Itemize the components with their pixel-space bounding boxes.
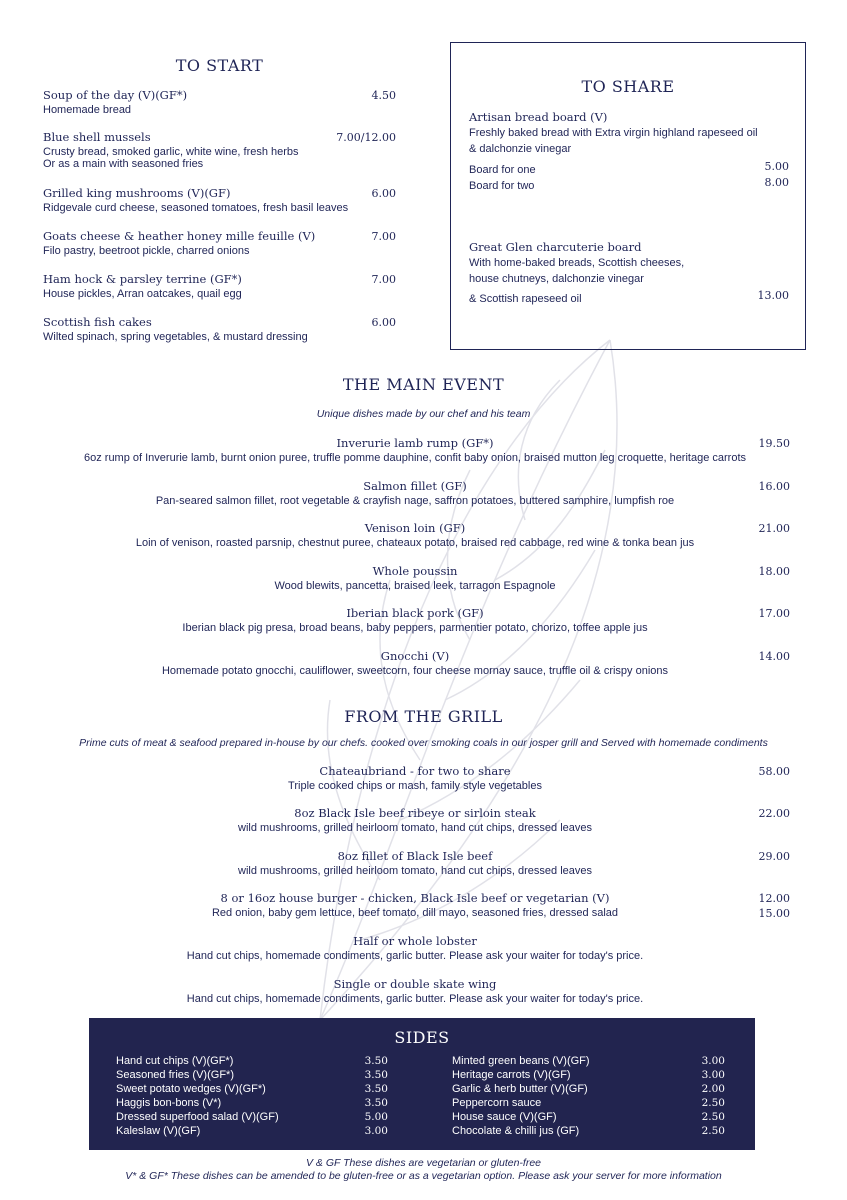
- dish-price: 6.00: [371, 187, 396, 200]
- option-price: 8.00: [764, 176, 789, 189]
- main-item: [40, 479, 790, 509]
- option-price: 5.00: [764, 160, 789, 173]
- dish-description: Hand cut chips, homemade condiments, garlic butter. Please ask your waiter for today's price.: [186, 950, 644, 962]
- dish-description: Wilted spinach, spring vegetables, & mustard dressing: [43, 331, 308, 343]
- side-price: 3.50: [364, 1069, 388, 1081]
- side-price: 3.50: [364, 1083, 388, 1095]
- dish-description: 6oz rump of Inverurie lamb, burnt onion puree, truffle pomme dauphine, confit baby onion, braised mutton leg croquette, heritage carrots: [83, 452, 746, 464]
- dish-name: 8oz fillet of Black Isle beef: [337, 849, 493, 863]
- dish-description: Triple cooked chips or mash, family style vegetables: [288, 780, 542, 792]
- dish-name: Goats cheese & heather honey mille feuille (V): [43, 229, 316, 243]
- dish-description: wild mushrooms, grilled heirloom tomato, hand cut chips, dressed leaves: [238, 865, 592, 877]
- side-price: 3.50: [364, 1097, 388, 1109]
- dish-description: Filo pastry, beetroot pickle, charred onions: [43, 245, 250, 257]
- dish-description: Freshly baked bread with Extra virgin highland rapeseed oil: [469, 127, 758, 139]
- starter-item: [43, 88, 396, 116]
- dish-name: Single or double skate wing: [333, 977, 497, 991]
- side-item: [116, 1069, 388, 1083]
- side-price: 3.50: [364, 1055, 388, 1067]
- dish-description: Homemade potato gnocchi, cauliflower, sweetcorn, four cheese mornay sauce, truffle oil & crispy onions: [161, 665, 669, 677]
- starter-item: [43, 186, 396, 214]
- side-price: 3.00: [364, 1125, 388, 1137]
- side-item: [452, 1069, 725, 1083]
- dish-price: 12.00: [758, 892, 790, 905]
- starter-item: [43, 229, 396, 257]
- side-item: [452, 1111, 725, 1125]
- main-event-heading: THE MAIN EVENT: [342, 375, 505, 394]
- side-name: Haggis bon-bons (V*): [116, 1097, 222, 1109]
- dish-price: 14.00: [758, 650, 790, 663]
- grill-item: [40, 764, 790, 794]
- side-item: [116, 1097, 388, 1111]
- side-item: [452, 1055, 725, 1069]
- grill-item: [40, 977, 790, 1007]
- side-name: Minted green beans (V)(GF): [452, 1055, 590, 1067]
- option-label: Board for two: [469, 180, 535, 192]
- dish-price: 4.50: [371, 89, 396, 102]
- dish-description: Hand cut chips, homemade condiments, garlic butter. Please ask your waiter for today's price.: [186, 993, 644, 1005]
- dish-description: Wood blewits, pancetta, braised leek, tarragon Espagnole: [274, 580, 556, 592]
- starter-item: [43, 272, 396, 300]
- dish-name: Salmon fillet (GF): [363, 479, 467, 493]
- dish-price: 7.00/12.00: [336, 131, 396, 144]
- dish-name: Gnocchi (V): [380, 649, 450, 663]
- dish-description: Pan-seared salmon fillet, root vegetable & crayfish nage, saffron potatoes, buttered samphire, lumpfish roe: [155, 495, 675, 507]
- dish-description: wild mushrooms, grilled heirloom tomato, hand cut chips, dressed leaves: [238, 822, 592, 834]
- to-start-heading: TO START: [175, 56, 264, 75]
- main-item: [40, 436, 790, 466]
- dish-name: Grilled king mushrooms (V)(GF): [43, 186, 231, 200]
- footer-note: V* & GF* These dishes can be amended to be gluten-free or as a vegetarian option. Please ask your server for more information: [125, 1170, 722, 1182]
- dish-price: 7.00: [371, 273, 396, 286]
- main-item: [40, 521, 790, 551]
- dish-price: 6.00: [371, 316, 396, 329]
- dish-price-large: 15.00: [758, 907, 790, 920]
- dish-description: Iberian black pig presa, broad beans, baby peppers, parmentier potato, chorizo, toffee apple jus: [182, 622, 648, 634]
- side-item: [116, 1125, 388, 1139]
- side-item: [452, 1097, 725, 1111]
- dish-name: Venison loin (GF): [364, 521, 466, 535]
- dish-name: Half or whole lobster: [353, 934, 477, 948]
- option-label: Board for one: [469, 164, 536, 176]
- leaf-watermark: [280, 320, 640, 1040]
- main-item: [40, 564, 790, 594]
- dish-description: & dalchonzie vinegar: [469, 143, 572, 155]
- grill-item: [40, 934, 790, 964]
- side-name: Peppercorn sauce: [452, 1097, 542, 1109]
- dish-price: 58.00: [758, 765, 790, 778]
- dish-description: Red onion, baby gem lettuce, beef tomato, dill mayo, seasoned fries, dressed salad: [211, 907, 618, 919]
- side-name: Garlic & herb butter (V)(GF): [452, 1083, 588, 1095]
- dish-price: 29.00: [758, 850, 790, 863]
- dish-description: Homemade bread: [43, 104, 132, 116]
- side-name: Chocolate & chilli jus (GF): [452, 1125, 580, 1137]
- side-name: House sauce (V)(GF): [452, 1111, 557, 1123]
- dish-name: Ham hock & parsley terrine (GF*): [43, 272, 242, 286]
- side-item: [452, 1125, 725, 1139]
- side-item: [452, 1083, 725, 1097]
- dish-name: 8 or 16oz house burger - chicken, Black Isle beef or vegetarian (V): [220, 891, 610, 905]
- side-name: Seasoned fries (V)(GF*): [116, 1069, 234, 1081]
- dish-description: Or as a main with seasoned fries: [43, 158, 204, 170]
- main-event-subtitle: Unique dishes made by our chef and his team: [316, 408, 531, 420]
- dish-description: & Scottish rapeseed oil: [469, 293, 582, 305]
- side-price: 2.50: [701, 1125, 725, 1137]
- dish-name: Scottish fish cakes: [43, 315, 152, 329]
- side-price: 5.00: [364, 1111, 388, 1123]
- main-item: [40, 649, 790, 679]
- side-price: 2.00: [701, 1083, 725, 1095]
- dish-price: 21.00: [758, 522, 790, 535]
- dish-price: 13.00: [757, 289, 789, 302]
- dish-name: Inverurie lamb rump (GF*): [336, 436, 494, 450]
- dish-description: House pickles, Arran oatcakes, quail egg: [43, 288, 242, 300]
- dish-name: Artisan bread board (V): [469, 110, 608, 124]
- side-price: 2.50: [701, 1097, 725, 1109]
- side-price: 2.50: [701, 1111, 725, 1123]
- dish-price: 16.00: [758, 480, 790, 493]
- grill-subtitle: Prime cuts of meat & seafood prepared in-house by our chefs. cooked over smoking coals in our josper grill and Served with homemade condiments: [79, 737, 768, 749]
- to-share-box: [450, 42, 806, 350]
- footer-note: V & GF These dishes are vegetarian or gluten-free: [305, 1157, 541, 1169]
- dish-name: Iberian black pork (GF): [346, 606, 484, 620]
- grill-item: [40, 806, 790, 836]
- sides-heading: SIDES: [394, 1028, 450, 1047]
- dish-price: 7.00: [371, 230, 396, 243]
- dish-price: 22.00: [758, 807, 790, 820]
- side-item: [116, 1111, 388, 1125]
- sides-panel: [89, 1018, 755, 1150]
- grill-item: [40, 891, 790, 921]
- dish-price: 17.00: [758, 607, 790, 620]
- dish-price: 18.00: [758, 565, 790, 578]
- dish-price: 19.50: [758, 437, 790, 450]
- dish-name: Whole poussin: [372, 564, 458, 578]
- side-name: Kaleslaw (V)(GF): [116, 1125, 201, 1137]
- dish-name: Great Glen charcuterie board: [469, 240, 642, 254]
- dish-name: 8oz Black Isle beef ribeye or sirloin steak: [294, 806, 536, 820]
- charcuterie-last-line: [469, 289, 789, 307]
- dish-description: Loin of venison, roasted parsnip, chestnut puree, chateaux potato, braised red cabbage, red wine & tonka bean jus: [135, 537, 695, 549]
- starter-item: [43, 315, 396, 343]
- board-option: [469, 176, 789, 194]
- grill-item: [40, 849, 790, 879]
- grill-heading: FROM THE GRILL: [344, 707, 503, 726]
- dish-description: Ridgevale curd cheese, seasoned tomatoes, fresh basil leaves: [43, 202, 349, 214]
- dish-name: Chateaubriand - for two to share: [319, 764, 511, 778]
- dish-description: house chutneys, dalchonzie vinegar: [469, 273, 644, 285]
- side-price: 3.00: [701, 1055, 725, 1067]
- starter-item: [43, 130, 396, 170]
- to-share-heading: TO SHARE: [581, 77, 675, 96]
- main-item: [40, 606, 790, 636]
- side-name: Dressed superfood salad (V)(GF): [116, 1111, 279, 1123]
- side-name: Heritage carrots (V)(GF): [452, 1069, 571, 1081]
- side-name: Sweet potato wedges (V)(GF*): [116, 1083, 266, 1095]
- side-name: Hand cut chips (V)(GF*): [116, 1055, 234, 1067]
- side-item: [116, 1083, 388, 1097]
- dish-description: Crusty bread, smoked garlic, white wine, fresh herbs: [43, 146, 299, 158]
- dish-name: Blue shell mussels: [43, 130, 151, 144]
- dish-description: With home-baked breads, Scottish cheeses,: [469, 257, 685, 269]
- side-price: 3.00: [701, 1069, 725, 1081]
- side-item: [116, 1055, 388, 1069]
- dish-name: Soup of the day (V)(GF*): [43, 88, 188, 102]
